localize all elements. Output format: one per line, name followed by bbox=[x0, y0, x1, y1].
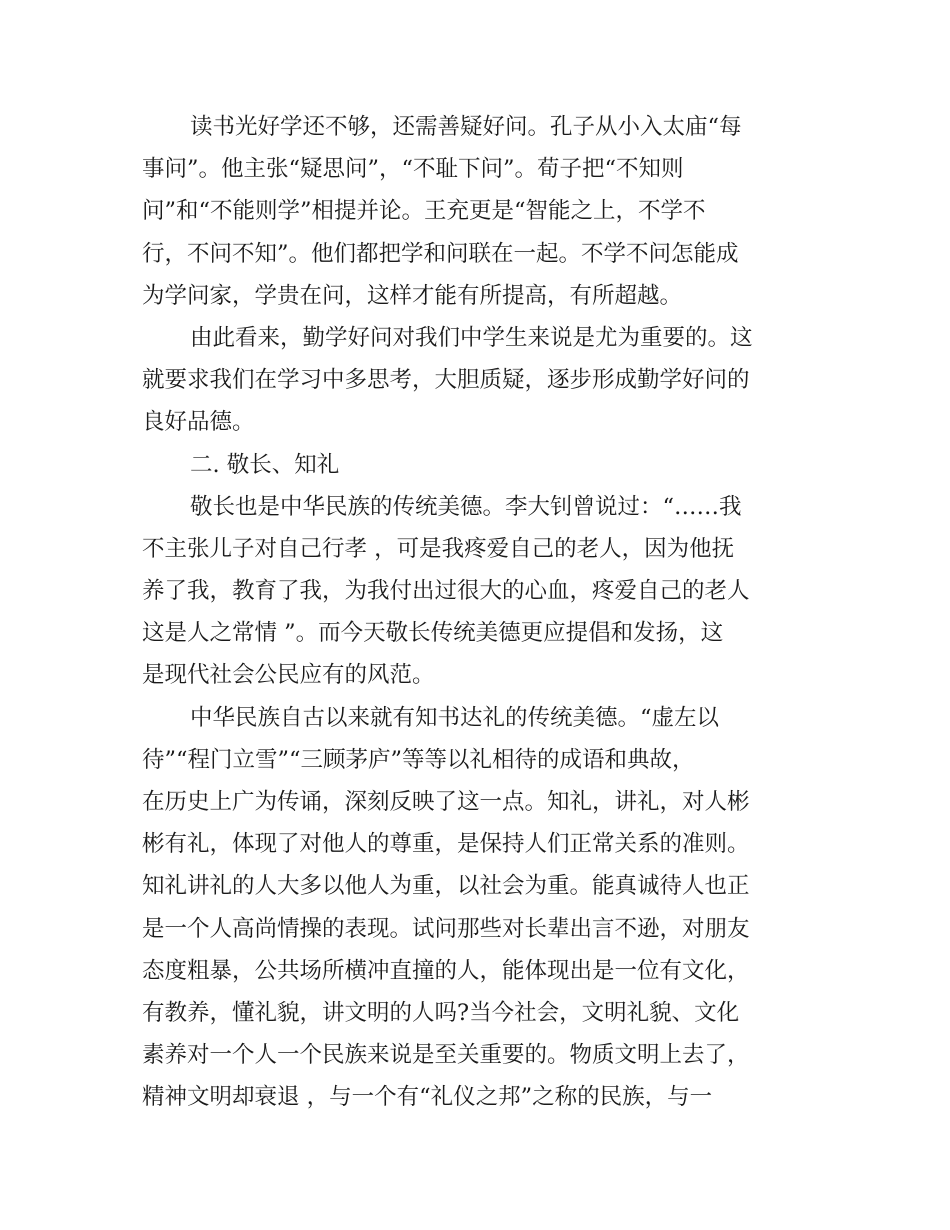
text-line: 有教养，懂礼貌，讲文明的人吗?当今社会，文明礼貌、文化 bbox=[142, 999, 740, 1026]
text-line: 敬长也是中华民族的传统美德。李大钊曾说过：“……我 bbox=[190, 493, 742, 520]
text-line: 彬有礼，体现了对他人的尊重，是保持人们正常关系的准则。 bbox=[142, 831, 750, 858]
text-line: 不主张儿子对自己行孝 ，可是我疼爱自己的老人，因为他抚 bbox=[142, 535, 735, 562]
text-line: 素养对一个人一个民族来说是至关重要的。物质文明上去了， bbox=[142, 1042, 750, 1069]
text-line: 为学问家，学贵在问，这样才能有所提高，有所超越。 bbox=[142, 282, 683, 309]
text-line: 是现代社会公民应有的风范。 bbox=[142, 662, 435, 689]
text-line: 在历史上广为传诵，深刻反映了这一点。知礼，讲礼，对人彬 bbox=[142, 789, 750, 815]
text-line: 是一个人高尚情操的表现。试问那些对长辈出言不逊，对朋友 bbox=[142, 915, 750, 942]
body-text bbox=[142, 106, 822, 1119]
text-line: 由此看来，勤学好问对我们中学生来说是尤为重要的。这 bbox=[190, 324, 753, 351]
text-line: 事问”。他主张“疑思问”，“不耻下问”。荀子把“不知则 bbox=[142, 156, 684, 183]
text-line: 精神文明却衰退 ，与一个有“礼仪之邦”之称的民族，与一 bbox=[142, 1084, 713, 1111]
text-line: 就要求我们在学习中多思考，大胆质疑，逐步形成勤学好问的 bbox=[142, 367, 750, 394]
section-heading: 二. 敬长、知礼 bbox=[190, 451, 340, 478]
text-line: 中华民族自古以来就有知书达礼的传统美德。“虚左以 bbox=[190, 704, 720, 731]
text-line: 读书光好学还不够，还需善疑好问。孔子从小入太庙“每 bbox=[190, 114, 742, 140]
text-line: 问”和“不能则学”相提并论。王充更是“智能之上，不学不 bbox=[142, 198, 706, 225]
text-line: 养了我，教育了我，为我付出过很大的心血，疼爱自己的老人 bbox=[142, 578, 750, 605]
text-line: 知礼讲礼的人大多以他人为重，以社会为重。能真诚待人也正 bbox=[142, 873, 750, 900]
text-line: 行，不问不知”。他们都把学和问联在一起。不学不问怎能成 bbox=[142, 240, 739, 267]
text-line: 这是人之常情 ”。而今天敬长传统美德更应提倡和发扬，这 bbox=[142, 620, 724, 647]
text-line: 待”“程门立雪”“三顾茅庐”等等以礼相待的成语和典故， bbox=[142, 746, 695, 773]
text-line: 态度粗暴，公共场所横冲直撞的人，能体现出是一位有文化， bbox=[142, 957, 750, 984]
text-line: 良好品德。 bbox=[142, 409, 255, 436]
